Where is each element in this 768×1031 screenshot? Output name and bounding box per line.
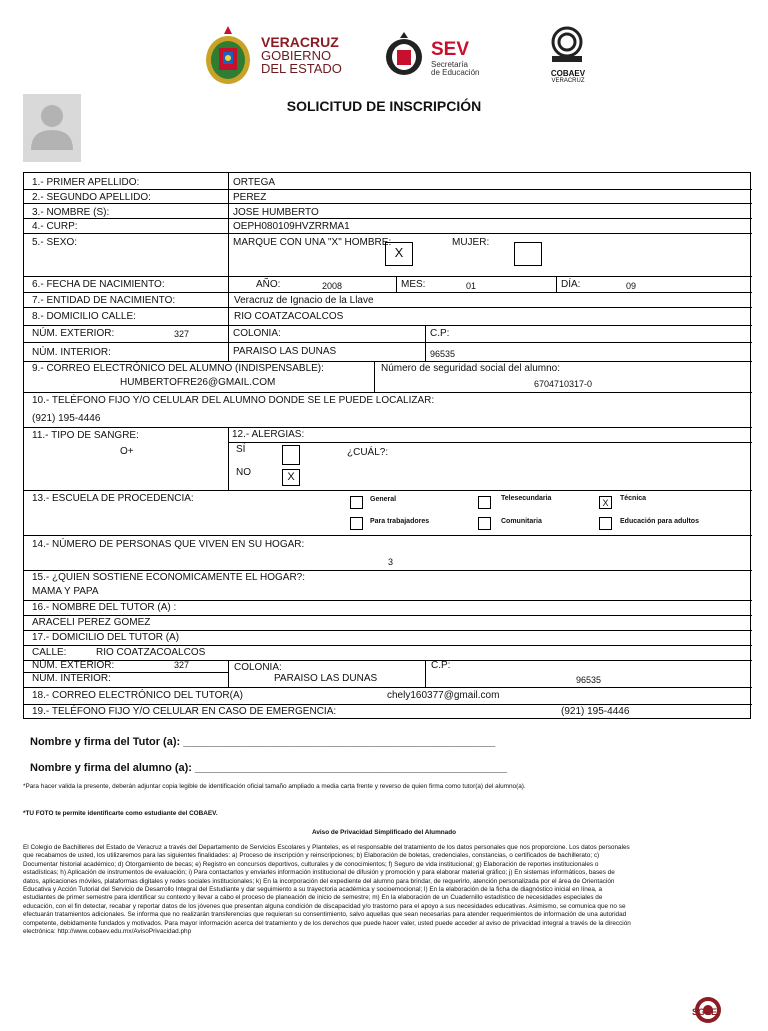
- checkbox-para-trabajadores[interactable]: [350, 517, 363, 530]
- label-colonia: COLONIA:: [233, 328, 281, 339]
- cobaev-sub: VERACRUZ: [551, 78, 585, 84]
- field-segundo-apellido[interactable]: PEREZ: [233, 192, 267, 203]
- veracruz-line-2: GOBIERNO: [261, 48, 332, 63]
- label-domicilio-tutor: 17.- DOMICILIO DEL TUTOR (A): [32, 632, 180, 643]
- field-correo-tutor[interactable]: chely160377@gmail.com: [387, 690, 500, 701]
- option-comunitaria: Comunitaria: [501, 518, 542, 525]
- field-dia[interactable]: 09: [626, 281, 637, 291]
- option-telesecundaria: Telesecundaria: [501, 495, 552, 502]
- signature-alumno[interactable]: Nombre y firma del alumno (a): ___________________________________________________: [30, 762, 508, 774]
- cobaev-title: COBAEV: [550, 69, 586, 78]
- label-telefono-emergencia: 19.- TELÉFONO FIJO Y/O CELULAR EN CASO DE EMERGENCIA:: [32, 706, 337, 717]
- veracruz-shield-logo: [203, 24, 253, 91]
- label-num-exterior: NÚM. EXTERIOR:: [32, 328, 115, 339]
- sev-sub-1: Secretaría: [431, 60, 468, 69]
- signature-tutor[interactable]: Nombre y firma del Tutor (a): ___________________________________________________: [30, 736, 496, 748]
- field-entidad-nacimiento[interactable]: Veracruz de Ignacio de la Llave: [234, 295, 374, 306]
- checkbox-mujer[interactable]: [514, 242, 542, 266]
- label-nombre: 3.- NOMBRE (S):: [32, 207, 110, 218]
- label-correo-alumno: 9.- CORREO ELECTRÓNICO DEL ALUMNO (INDISPENSABLE):: [32, 363, 324, 374]
- note-foto: *TU FOTO te permite identificarte como estudiante del COBAEV.: [23, 810, 218, 817]
- label-tutor-cp: C.P:: [431, 660, 451, 671]
- student-photo-placeholder[interactable]: [23, 94, 81, 162]
- label-segundo-apellido: 2.- SEGUNDO APELLIDO:: [32, 192, 151, 203]
- cobaev-wordmark: [548, 70, 588, 84]
- label-telefono-alumno: 10.- TELÉFONO FIJO Y/O CELULAR DEL ALUMNO DONDE SE LE PUEDE LOCALIZAR:: [32, 395, 435, 406]
- privacy-line: Educativa y Acción Tutorial del Servicio de Desarrollo Integral del Estudiante y dar seguimiento a su trayectoria académica y socioemocional; l) En la elaboración de la ficha de diagnóstico inicial en línea, a: [23, 886, 603, 894]
- option-general: General: [370, 496, 397, 503]
- label-domicilio-calle: 8.- DOMICILIO CALLE:: [32, 311, 136, 322]
- label-fecha-nacimiento: 6.- FECHA DE NACIMIENTO:: [32, 279, 165, 290]
- privacy-title: Aviso de Privacidad Simplificado del Alumnado: [311, 829, 457, 836]
- checkbox-educacion-adultos[interactable]: [599, 517, 612, 530]
- label-calle-tutor: CALLE:: [32, 647, 67, 658]
- privacy-line: El Colegio de Bachilleres del Estado de Veracruz a través del Departamento de Servicios Escolares y Planteles, es el responsable del tratamiento de los datos personales que nos proporcione. Los datos personales: [23, 844, 630, 851]
- label-tutor-num-interior: NÚM. INTERIOR:: [32, 673, 111, 684]
- label-sexo: 5.- SEXO:: [32, 237, 78, 248]
- field-ano[interactable]: 2008: [322, 281, 343, 291]
- veracruz-line-1: VERACRUZ: [261, 34, 339, 50]
- privacy-line: Documentar historial académico; d) Otorgamiento de becas; e) Registro en concursos deportivos, culturales y de conocimientos; f) Seguro de vida institucional; g) Elaboración de reportes institucionales o: [23, 860, 599, 868]
- field-tutor-cp[interactable]: 96535: [576, 675, 602, 685]
- checkbox-alergias-no[interactable]: X: [282, 469, 300, 486]
- label-nss: Número de seguridad social del alumno:: [381, 363, 560, 374]
- field-personas-hogar[interactable]: 3: [388, 557, 394, 567]
- field-primer-apellido[interactable]: ORTEGA: [233, 177, 276, 188]
- label-tipo-sangre: 11.- TIPO DE SANGRE:: [32, 430, 139, 441]
- label-mujer: MUJER:: [452, 237, 490, 248]
- field-nombre[interactable]: JOSE HUMBERTO: [233, 207, 319, 218]
- label-cp: C.P:: [430, 328, 450, 339]
- sev-wordmark: [431, 40, 479, 77]
- label-correo-tutor: 18.- CORREO ELECTRÓNICO DEL TUTOR(A): [32, 690, 243, 701]
- privacy-line: educación, con el fin detectar, recabar y reportar datos de los jóvenes que presentan alguna condición de discapacidad y/o trastorno para el apoyo a sus necesidades educativas. Asimismo, se comunica que no se: [23, 902, 626, 910]
- option-para-trabajadores: Para trabajadores: [370, 518, 430, 525]
- checkbox-telesecundaria[interactable]: [478, 496, 491, 509]
- header: [0, 0, 768, 95]
- sexo-prompt: MARQUE CON UNA "X" HOMBRE:: [233, 237, 392, 248]
- field-nombre-tutor[interactable]: ARACELI PEREZ GOMEZ: [32, 617, 151, 628]
- field-curp[interactable]: OEPH080109HVZRRMA1: [233, 221, 350, 232]
- field-colonia[interactable]: PARAISO LAS DUNAS: [233, 346, 337, 357]
- label-num-interior: NÚM. INTERIOR:: [32, 347, 111, 358]
- field-telefono-alumno[interactable]: (921) 195-4446: [32, 413, 101, 424]
- label-alergias-si: SÍ: [236, 444, 246, 455]
- label-escuela-procedencia: 13.- ESCUELA DE PROCEDENCIA:: [32, 493, 194, 504]
- checkbox-alergias-si[interactable]: [282, 445, 300, 465]
- checkbox-comunitaria[interactable]: [478, 517, 491, 530]
- label-mes: MES:: [401, 279, 426, 290]
- privacy-line: estadísticas; h) Aplicación de instrumentos de evaluación; i) Para contactarlos y enviarles información institucional de difusión y promoción y para elaborar material gráfico; j) En sistemas informáticos, bases de: [23, 869, 615, 877]
- label-nombre-tutor: 16.- NOMBRE DEL TUTOR (A) :: [32, 602, 177, 613]
- field-telefono-emergencia[interactable]: (921) 195-4446: [561, 706, 630, 717]
- field-tutor-colonia[interactable]: PARAISO LAS DUNAS: [274, 673, 378, 684]
- label-alergias: 12.- ALERGIAS:: [232, 429, 305, 440]
- label-curp: 4.- CURP:: [32, 221, 78, 232]
- sgee-label: SGEE: [692, 1007, 718, 1017]
- checkbox-tecnica[interactable]: X: [599, 496, 612, 509]
- field-sostiene-hogar[interactable]: MAMA Y PAPA: [32, 586, 99, 597]
- option-tecnica: Técnica: [620, 495, 647, 502]
- field-tipo-sangre[interactable]: O+: [120, 446, 134, 457]
- privacy-line: competente, debidamente fundados y motivados. Para mayor información acerca del tratamiento y de los derechos que puede hacer valer, usted puede acceder al aviso de privacidad integral a través de la dirección: [23, 919, 631, 927]
- sev-emblem-icon: [382, 30, 426, 81]
- cobaev-logo-icon: [548, 26, 586, 69]
- field-mes[interactable]: 01: [466, 281, 477, 291]
- label-tutor-colonia: COLONIA:: [234, 662, 282, 673]
- label-alergias-no: NO: [236, 467, 251, 478]
- field-num-exterior[interactable]: 327: [174, 329, 190, 339]
- privacy-line: estudiantes de primer semestre para identificar su contexto y llevar a cabo el proceso de planeación de inicio de semestre; m) En la elaboración de un Cuadernillo estadístico de necesidades especiales de: [23, 894, 603, 902]
- veracruz-wordmark: [261, 35, 342, 75]
- privacy-line: datos, aplicaciones móviles, plataformas digitales y redes sociales institucionales; k) En la incorporación del expediente del alumno para brindar, de requerirlo, atención personalizada por el área de Orientación: [23, 877, 615, 885]
- privacy-line-link[interactable]: electrónica: http://www.cobaev.edu.mx/AvisoPrivacidad.php: [23, 928, 192, 936]
- label-sostiene-hogar: 15.- ¿QUIEN SOSTIENE ECONOMICAMENTE EL HOGAR?:: [32, 572, 306, 583]
- label-entidad-nacimiento: 7.- ENTIDAD DE NACIMIENTO:: [32, 295, 176, 306]
- veracruz-line-3: DEL ESTADO: [261, 61, 342, 76]
- registration-form: [23, 172, 751, 719]
- field-correo-alumno[interactable]: HUMBERTOFRE26@GMAIL.COM: [120, 377, 276, 388]
- checkbox-general[interactable]: [350, 496, 363, 509]
- checkbox-hombre[interactable]: X: [385, 242, 413, 266]
- label-personas-hogar: 14.- NÚMERO DE PERSONAS QUE VIVEN EN SU HOGAR:: [32, 539, 305, 550]
- page-title: SOLICITUD DE INSCRIPCIÓN: [286, 98, 482, 114]
- privacy-notice: [23, 844, 745, 936]
- label-ano: AÑO:: [256, 279, 281, 290]
- field-cp[interactable]: 96535: [430, 349, 456, 359]
- label-primer-apellido: 1.- PRIMER APELLIDO:: [32, 177, 140, 188]
- option-educacion-adultos: Educación para adultos: [620, 518, 699, 525]
- privacy-line: efectuarán tratamientos adicionales. Se informa que no realizarán transferencias que requieran su consentimiento, salvo aquellas que sean necesarias para atender requerimientos de información de una autoridad: [23, 911, 627, 919]
- sev-title: SEV: [431, 39, 470, 60]
- label-tutor-num-exterior: NÚM. EXTERIOR:: [32, 660, 115, 671]
- sev-sub-2: de Educación: [431, 68, 480, 77]
- field-calle-tutor[interactable]: RIO COATZACOALCOS: [96, 647, 206, 658]
- privacy-line: que recabamos de usted, los utilizaremos para las siguientes finalidades: a) Proceso de inscripción y reinscripciones; b) Elaboración de boletas, credenciales, constancias, o certificados de bachillerato; c): [23, 852, 600, 860]
- label-alergias-cual: ¿CUÁL?:: [347, 447, 389, 458]
- label-dia: DÍA:: [561, 279, 581, 290]
- note-identificacion: *Para hacer valida la presente, deberán adjuntar copia legible de identificación oficial tamaño ampliado a media carta frente y reverso de quien firma como tutor(a) del alumno(a).: [23, 783, 526, 790]
- field-nss[interactable]: 6704710317-0: [534, 379, 593, 389]
- field-domicilio-calle[interactable]: RIO COATZACOALCOS: [234, 311, 344, 322]
- avatar-icon: [23, 94, 81, 162]
- field-tutor-num-exterior[interactable]: 327: [174, 660, 190, 670]
